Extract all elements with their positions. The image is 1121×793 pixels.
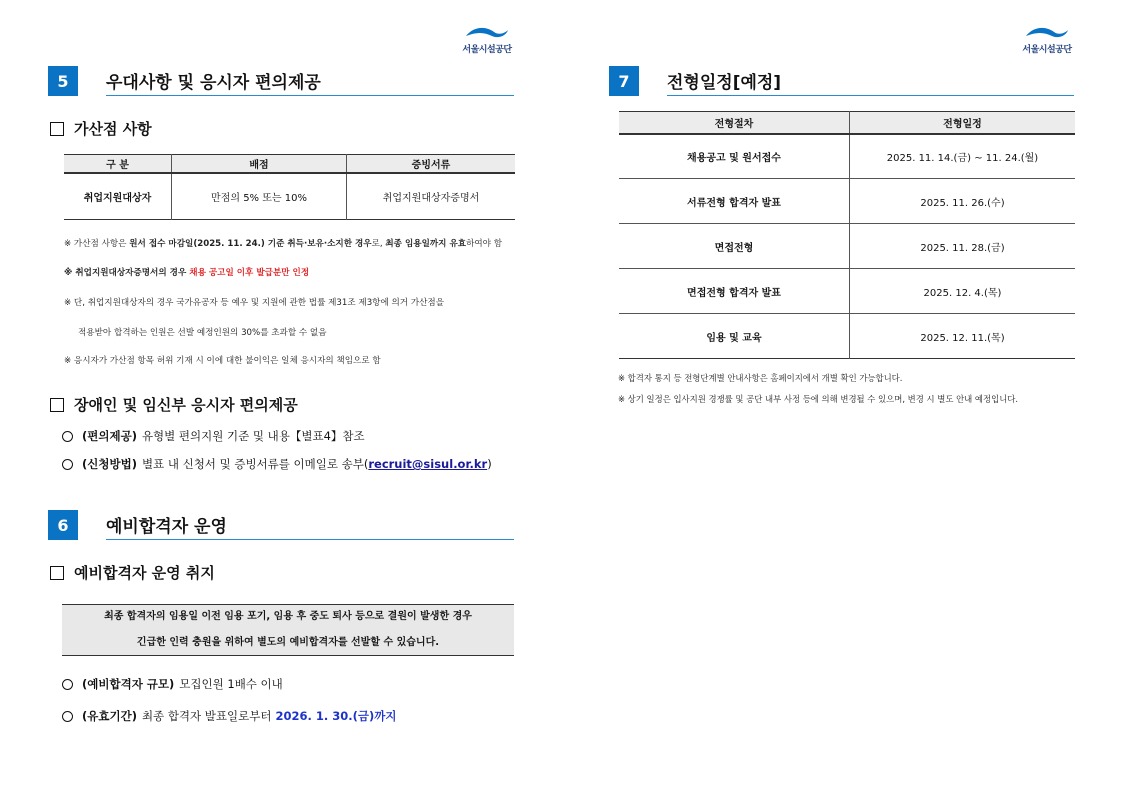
table-cell: 취업지원대상자증명서 — [382, 192, 480, 204]
note-limit-cont: 적용받아 합격하는 인원은 선발 예정인원의 30%를 초과할 수 없음 — [78, 328, 327, 338]
subheading-bonus — [50, 118, 152, 139]
table-cell: 2025. 11. 14.(금) ~ 11. 24.(월) — [886, 152, 1039, 164]
table-header: 증빙서류 — [411, 160, 451, 171]
table-cell: 취업지원대상자 — [64, 173, 172, 219]
note-schedule-change: ※ 상기 일정은 입사지원 경쟁률 및 공단 내부 사정 등에 의해 변경될 수 있으며, 변경 시 별도 안내 예정입니다. — [618, 394, 1019, 404]
bullet-reserve-size: (예비합격자 규모) 모집인원 1배수 이내 — [62, 676, 283, 692]
section-5-header — [48, 66, 514, 96]
note-certificate: ※ 취업지원대상자증명서의 경우 채용 공고일 이후 발급분만 인정 — [64, 268, 310, 278]
table-row — [619, 179, 1075, 224]
section-title: 예비합격자 운영 — [106, 516, 227, 537]
table-cell: 임용 및 교육 — [619, 314, 850, 359]
bullet-reserve-validity: (유효기간) 최종 합격자 발표일로부터 2026. 1. 30.(금)까지 — [62, 708, 396, 724]
section-title: 전형일정[예정] — [667, 72, 782, 93]
table-row — [619, 314, 1075, 359]
section-number: 5 — [48, 66, 78, 96]
logo-text: 서울시설공단 — [1022, 45, 1072, 55]
subheading-text: 예비합격자 운영 취지 — [74, 564, 215, 582]
table-cell: 2025. 11. 28.(금) — [920, 242, 1005, 254]
table-row — [619, 269, 1075, 314]
table-cell: 서류전형 합격자 발표 — [619, 179, 850, 224]
reserve-notice-box — [62, 604, 514, 656]
email-link[interactable]: recruit@sisul.or.kr — [368, 457, 488, 471]
wave-icon — [1024, 24, 1070, 42]
circle-bullet-icon — [62, 679, 73, 690]
table-header: 배점 — [172, 155, 347, 174]
schedule-table — [619, 111, 1075, 359]
bullet-accommodation-info: (편의제공) 유형별 편의지원 기준 및 내용【별표4】참조 — [62, 428, 365, 444]
seoul-facilities-logo — [1018, 24, 1076, 58]
wave-icon — [464, 24, 510, 42]
subheading-reserve — [50, 562, 215, 583]
note-bonus-validity: ※ 가산점 사항은 원서 접수 마감일(2025. 11. 24.) 기준 취득·보유·소지한 경우로, 최종 임용일까지 유효하여야 함 — [64, 239, 503, 249]
bullet-application-method: (신청방법) 별표 내 신청서 및 증빙서류를 이메일로 송부( recruit@sisul.or.kr ) — [62, 456, 492, 472]
section-6-header — [48, 510, 514, 540]
table-cell: 면접전형 합격자 발표 — [619, 269, 850, 314]
table-cell: 2025. 12. 4.(목) — [923, 287, 1002, 299]
checkbox-square-icon — [50, 122, 64, 136]
section-number: 7 — [609, 66, 639, 96]
table-header: 구 분 — [64, 155, 172, 174]
table-header: 전형일정 — [943, 118, 982, 130]
circle-bullet-icon — [62, 431, 73, 442]
logo-text: 서울시설공단 — [462, 45, 512, 55]
bonus-table — [64, 154, 515, 220]
table-cell: 만점의 5% 또는 10% — [172, 173, 347, 219]
section-number: 6 — [48, 510, 78, 540]
seoul-facilities-logo — [458, 24, 516, 58]
table-row — [619, 134, 1075, 179]
left-page — [0, 0, 560, 793]
table-cell: 채용공고 및 원서접수 — [619, 134, 850, 179]
table-row — [64, 173, 515, 219]
subheading-text: 장애인 및 임신부 응시자 편의제공 — [74, 396, 298, 414]
note-notification: ※ 합격자 통지 등 전형단계별 안내사항은 홈페이지에서 개별 확인 가능합니다. — [618, 373, 903, 383]
circle-bullet-icon — [62, 459, 73, 470]
section-title: 우대사항 및 응시자 편의제공 — [106, 72, 321, 93]
subheading-text: 가산점 사항 — [74, 120, 152, 138]
table-cell: 2025. 12. 11.(목) — [920, 332, 1005, 344]
table-cell: 면접전형 — [619, 224, 850, 269]
table-header: 전형절차 — [619, 112, 850, 134]
table-cell: 2025. 11. 26.(수) — [920, 197, 1005, 209]
checkbox-square-icon — [50, 398, 64, 412]
note-limit: ※ 단, 취업지원대상자의 경우 국가유공자 등 예우 및 지원에 관한 법률 제31조 제3항에 의거 가산점을 — [64, 298, 445, 308]
note-responsibility: ※ 응시자가 가산점 항목 허위 기재 시 이에 대한 불이익은 일체 응시자의 책임으로 함 — [64, 356, 381, 366]
notice-line: 긴급한 인력 충원을 위하여 별도의 예비합격자를 선발할 수 있습니다. — [136, 637, 440, 648]
checkbox-square-icon — [50, 566, 64, 580]
subheading-accommodation — [50, 394, 298, 415]
right-page — [560, 0, 1120, 793]
notice-line: 최종 합격자의 임용일 이전 임용 포기, 임용 후 중도 퇴사 등으로 결원이 발생한 경우 — [104, 611, 472, 622]
circle-bullet-icon — [62, 711, 73, 722]
table-row — [619, 224, 1075, 269]
section-7-header — [609, 66, 1074, 96]
